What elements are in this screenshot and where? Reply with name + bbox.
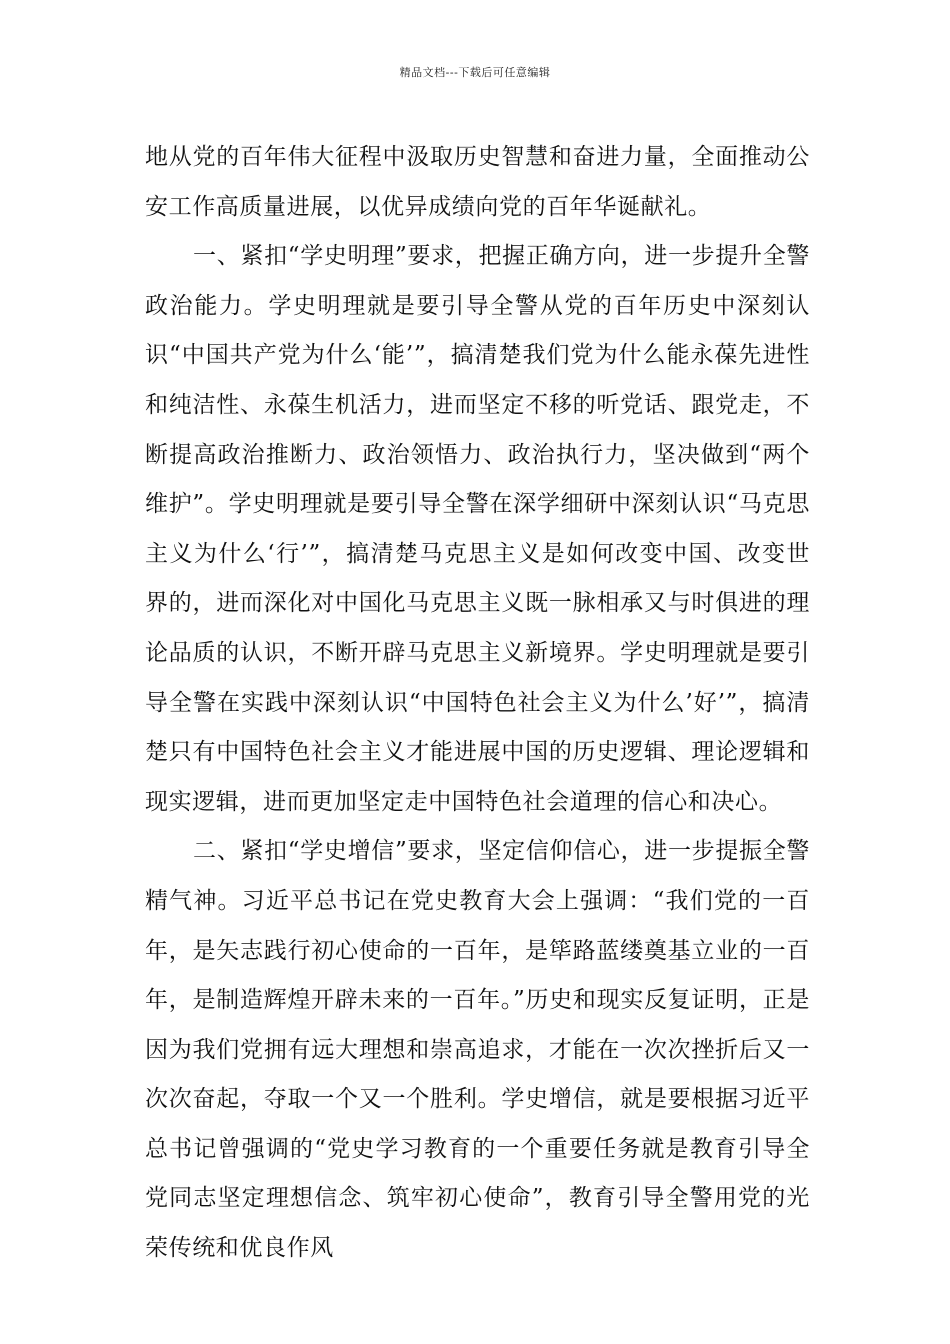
paragraph-section-one: 一、紧扣“学史明理”要求，把握正确方向，进一步提升全警政治能力。学史明理就是要引导全警从党的百年历史中深刻认识“中国共产党为什么‘能’”，搞清楚我们党为什么能永葆先进性和纯洁性、永葆生机活力，进而坚定不移的听党话、跟党走，不断提高政治推断力、政治领悟力、政治执行力，坚决做到“两个维护”。学史明理就是要引导全警在深学细研中深刻认识“马克思主义为什么‘行’”，搞清楚马克思主义是如何改变中国、改变世界的，进而深化对中国化马克思主义既一脉相承又与时俱进的理论品质的认识，不断开辟马克思主义新境界。学史明理就是要引导全警在实践中深刻认识“中国特色社会主义为什么’好’”，搞清楚只有中国特色社会主义才能进展中国的历史逻辑、理论逻辑和现实逻辑，进而更加坚定走中国特色社会道理的信心和决心。 (145, 243, 810, 815)
document-body (145, 133, 810, 1274)
page-header: 精品文档---下载后可任意编辑 (399, 66, 551, 79)
paragraph-section-two: 二、紧扣“学史增信”要求，坚定信仰信心，进一步提振全警精气神。习近平总书记在党史教育大会上强调：“我们党的一百年，是矢志践行初心使命的一百年，是筚路蓝缕奠基立业的一百年，是制造辉煌开辟未来的一百年。”历史和现实反复证明，正是因为我们党拥有远大理想和崇高追求，才能在一次次挫折后又一次次奋起，夺取一个又一个胜利。学史增信，就是要根据习近平总书记曾强调的“党史学习教育的一个重要任务就是教育引导全党同志坚定理想信念、筑牢初心使命”，教育引导全警用党的光荣传统和优良作风 (145, 838, 810, 1262)
paragraph-continuation: 地从党的百年伟大征程中汲取历史智慧和奋进力量，全面推动公安工作高质量进展，以优异成绩向党的百年华诞献礼。 (145, 144, 810, 220)
